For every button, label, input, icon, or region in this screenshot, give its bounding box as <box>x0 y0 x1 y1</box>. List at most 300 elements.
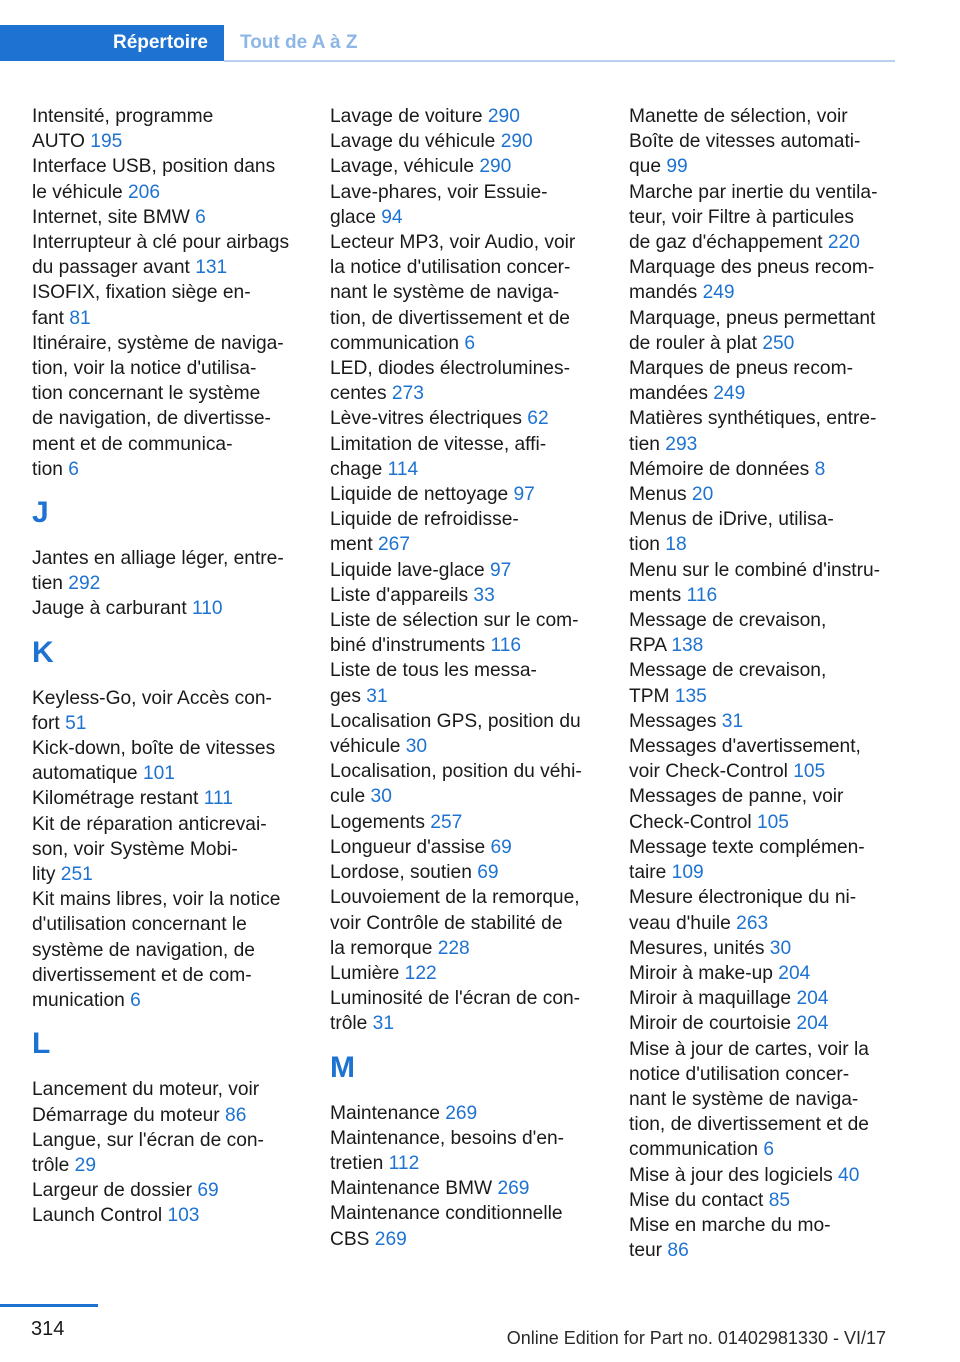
index-entry <box>32 280 304 330</box>
index-entry-text <box>330 154 602 179</box>
index-entry-text <box>32 546 304 571</box>
index-entry-text <box>629 986 897 1011</box>
index-entry-text <box>330 1126 602 1151</box>
index-entry-label: veau d'huile <box>629 912 737 934</box>
index-entry-label: Kilométrage restant <box>32 788 204 810</box>
index-entry <box>32 786 304 811</box>
index-entry-label: Louvoiement de la remorque, <box>330 887 580 909</box>
index-entry <box>32 104 304 154</box>
page-link[interactable]: 30 <box>405 736 428 758</box>
index-entry-label: communication <box>330 332 465 354</box>
page-link[interactable]: 293 <box>665 433 698 455</box>
index-entry-text <box>330 205 602 230</box>
index-entry <box>32 686 304 736</box>
page-link[interactable]: 206 <box>128 181 161 203</box>
index-entry <box>330 759 602 809</box>
index-entry-text <box>330 558 602 583</box>
index-entry-label: la notice d'utilisation concer- <box>330 257 571 279</box>
index-entry-label: chage <box>330 458 388 480</box>
index-entry <box>32 1128 304 1178</box>
section-letter: L <box>32 1027 51 1061</box>
index-entry <box>629 306 897 356</box>
index-entry <box>330 709 602 759</box>
page-link[interactable]: 33 <box>473 584 495 606</box>
index-entry-label: Menus de iDrive, utilisa- <box>629 509 834 531</box>
index-entry-text <box>629 583 897 608</box>
index-entry-text <box>330 835 602 860</box>
index-entry-label: Mise du contact <box>629 1189 769 1211</box>
index-entry-label: Mémoire de données <box>629 458 815 480</box>
page-link[interactable]: 8 <box>814 458 826 480</box>
index-entry-text <box>330 1101 602 1126</box>
page-link[interactable]: 269 <box>445 1102 478 1124</box>
index-entry-label: teur <box>629 1240 668 1262</box>
index-entry-text <box>330 255 602 280</box>
index-entry-label: de navigation, de divertisse- <box>32 408 271 430</box>
index-entry-label: teur, voir Filtre à particules <box>629 206 855 228</box>
index-entry-label: Démarrage du moteur <box>32 1104 226 1126</box>
index-entry-label: Message de crevaison, <box>629 610 827 632</box>
index-entry <box>330 1101 602 1126</box>
index-entry-text <box>629 734 897 759</box>
index-column-1 <box>32 104 304 1229</box>
index-entry-label: cule <box>330 786 371 808</box>
index-entry-label: Messages <box>629 710 722 732</box>
index-entry-label: Localisation GPS, position du <box>330 710 581 732</box>
index-entry-label: Marquage des pneus recom- <box>629 257 875 279</box>
index-entry-label: Liquide de nettoyage <box>330 484 514 506</box>
index-entry-text <box>330 104 602 129</box>
index-entry <box>629 986 897 1011</box>
index-entry-text <box>330 961 602 986</box>
index-entry-text <box>629 129 897 154</box>
index-entry <box>32 154 304 204</box>
index-entry <box>629 1188 897 1213</box>
index-entry <box>330 356 602 406</box>
index-entry-label: tien <box>629 433 666 455</box>
page-link[interactable]: 204 <box>778 962 811 984</box>
page-link[interactable]: 40 <box>838 1164 860 1186</box>
index-entry-text <box>32 432 304 457</box>
index-entry-label: Message de crevaison, <box>629 660 827 682</box>
index-entry-text <box>330 709 602 734</box>
index-entry-label: ment <box>330 534 378 556</box>
index-entry <box>629 104 897 180</box>
index-entry-label: Mise à jour de cartes, voir la <box>629 1038 869 1060</box>
index-entry-text <box>32 280 304 305</box>
index-entry-text <box>32 862 304 887</box>
index-entry-label: Launch Control <box>32 1205 168 1227</box>
index-entry <box>330 507 602 557</box>
index-entry-text <box>629 432 897 457</box>
index-entry-label: communication <box>629 1139 764 1161</box>
page-link[interactable]: 249 <box>713 383 746 405</box>
index-entry <box>32 736 304 786</box>
index-entry-text <box>32 306 304 331</box>
page-link[interactable]: 269 <box>374 1228 407 1250</box>
index-entry-text <box>32 180 304 205</box>
index-entry-label: Maintenance BMW <box>330 1178 498 1200</box>
index-entry <box>330 810 602 835</box>
index-entry-label: Messages de panne, voir <box>629 786 844 808</box>
index-entry-text <box>32 887 304 912</box>
index-entry-label: Jantes en alliage léger, entre- <box>32 548 284 570</box>
index-entry-label: divertissement et de com- <box>32 964 252 986</box>
index-entry-label: Lavage, véhicule <box>330 156 480 178</box>
page-link[interactable]: 195 <box>90 131 123 153</box>
index-entry-label: ments <box>629 584 687 606</box>
index-entry-label: Kit mains libres, voir la notice <box>32 889 281 911</box>
index-entry-text <box>629 759 897 784</box>
page-link[interactable]: 204 <box>796 988 829 1010</box>
index-entry-label: Lavage de voiture <box>330 106 488 127</box>
index-entry <box>629 1011 897 1036</box>
page-link[interactable]: 290 <box>479 156 512 178</box>
page-link[interactable]: 116 <box>686 584 718 606</box>
index-entry-label: Lumière <box>330 962 405 984</box>
index-entry <box>629 255 897 305</box>
index-entry-text <box>330 1011 602 1036</box>
index-entry <box>32 887 304 1013</box>
index-entry-text <box>629 1163 897 1188</box>
index-entry-text <box>629 381 897 406</box>
index-entry-text <box>629 1238 897 1263</box>
page-link[interactable]: 114 <box>387 458 419 480</box>
index-entry-text <box>629 104 897 129</box>
index-entry-label: Menus <box>629 484 692 506</box>
index-entry-text <box>629 331 897 356</box>
page-link[interactable]: 116 <box>490 635 522 657</box>
index-entry-label: Intensité, programme <box>32 106 214 127</box>
page-link[interactable]: 220 <box>827 232 860 254</box>
index-entry-label: Kick-down, boîte de vitesses <box>32 738 276 760</box>
index-entry-label: Itinéraire, système de naviga- <box>32 332 284 354</box>
index-entry <box>629 1163 897 1188</box>
index-entry <box>32 1178 304 1203</box>
index-entry-text <box>32 837 304 862</box>
page-link[interactable]: 267 <box>378 534 411 556</box>
index-entry-text <box>629 608 897 633</box>
index-entry-text <box>330 180 602 205</box>
page-link[interactable]: 29 <box>74 1154 97 1176</box>
index-entry <box>629 885 897 935</box>
page-link[interactable]: 263 <box>736 912 769 934</box>
index-entry-label: Largeur de dossier <box>32 1180 198 1202</box>
index-entry-text <box>330 381 602 406</box>
index-entry-label: Lecteur MP3, voir Audio, voir <box>330 232 576 254</box>
page-link[interactable]: 292 <box>68 573 101 595</box>
index-entry-label: Langue, sur l'écran de con- <box>32 1129 264 1151</box>
index-entry-text <box>629 961 897 986</box>
page-link[interactable]: 86 <box>667 1240 689 1262</box>
index-entry-label: glace <box>330 206 382 228</box>
index-column-3 <box>629 104 897 1263</box>
index-entry <box>330 406 602 431</box>
index-entry-text <box>330 633 602 658</box>
index-entry-text <box>32 963 304 988</box>
index-entry-label: fort <box>32 712 66 734</box>
index-entry-text <box>330 507 602 532</box>
index-entry-text <box>330 1176 602 1201</box>
index-entry-text <box>330 406 602 431</box>
index-entry-label: fant <box>32 307 70 329</box>
index-entry-text <box>32 230 304 255</box>
index-entry <box>32 812 304 888</box>
page-link[interactable]: 269 <box>497 1178 530 1200</box>
page-link[interactable]: 105 <box>756 811 789 833</box>
index-entry <box>629 709 897 734</box>
index-entry-label: le véhicule <box>32 181 128 203</box>
page-link[interactable]: 18 <box>665 534 687 556</box>
index-entry <box>330 129 602 154</box>
index-entry-label: biné d'instruments <box>330 635 491 657</box>
index-entry-text <box>32 571 304 596</box>
page-link[interactable]: 62 <box>527 408 549 430</box>
index-entry <box>330 482 602 507</box>
index-entry <box>629 658 897 708</box>
index-entry-text <box>629 306 897 331</box>
page-link[interactable]: 69 <box>490 836 512 858</box>
index-entry <box>330 230 602 356</box>
page-link[interactable]: 31 <box>721 710 744 732</box>
page-link[interactable]: 6 <box>68 458 79 480</box>
index-entry-label: Limitation de vitesse, affi- <box>330 433 547 455</box>
index-entry <box>629 961 897 986</box>
index-entry-text <box>32 736 304 761</box>
index-entry-label: tien <box>32 573 69 595</box>
index-entry-text <box>330 784 602 809</box>
index-entry-label: nant le système de naviga- <box>330 282 560 304</box>
index-entry-text <box>330 583 602 608</box>
index-entry-text <box>330 356 602 381</box>
tab-tout-de-a-a-z[interactable]: Tout de A à Z <box>240 32 358 53</box>
page-link[interactable]: 99 <box>666 156 688 178</box>
page-link[interactable]: 69 <box>477 862 499 884</box>
index-entry-label: système de navigation, de <box>32 939 255 961</box>
index-entry-label: Keyless-Go, voir Accès con- <box>32 687 272 709</box>
page-link[interactable]: 85 <box>768 1189 791 1211</box>
page-link[interactable]: 228 <box>437 937 470 959</box>
index-entry-text <box>32 457 304 482</box>
index-entry-label: Kit de réparation anticrevai- <box>32 813 267 835</box>
page-link[interactable]: 6 <box>130 990 141 1012</box>
index-entry-label: tretien <box>330 1152 389 1174</box>
index-entry <box>629 608 897 658</box>
page-link[interactable]: 97 <box>513 484 535 506</box>
index-entry-text <box>330 734 602 759</box>
index-entry <box>629 1213 897 1263</box>
page-link[interactable]: 109 <box>671 862 704 884</box>
index-entry-label: Longueur d'assise <box>330 836 491 858</box>
index-entry-text <box>330 658 602 683</box>
page-link[interactable]: 105 <box>793 761 826 783</box>
page-link[interactable]: 20 <box>691 484 714 506</box>
index-entry-label: Lave-phares, voir Essuie- <box>330 181 548 203</box>
index-entry-label: mandés <box>629 282 703 304</box>
index-entry-label: son, voir Système Mobi- <box>32 838 238 860</box>
index-entry-text <box>330 810 602 835</box>
index-entry-label: CBS <box>330 1228 375 1250</box>
page-link[interactable]: 249 <box>702 282 735 304</box>
index-entry-label: Liquide de refroidisse- <box>330 509 519 531</box>
index-entry-text <box>32 596 304 621</box>
index-entry-label: de rouler à plat <box>629 332 763 354</box>
index-entry <box>629 1037 897 1163</box>
index-entry-label: RPA <box>629 635 672 657</box>
index-entry-text <box>330 331 602 356</box>
page-link[interactable]: 31 <box>366 685 388 707</box>
page-link[interactable]: 69 <box>197 1180 219 1202</box>
index-entry-text <box>629 1037 897 1062</box>
page-link[interactable]: 6 <box>763 1139 775 1161</box>
index-entry-label: notice d'utilisation concer- <box>629 1063 850 1085</box>
index-entry-label: Maintenance conditionnelle <box>330 1203 563 1225</box>
index-entry <box>32 230 304 280</box>
page-link[interactable]: 273 <box>391 383 424 405</box>
page-link[interactable]: 110 <box>192 598 223 620</box>
index-entry <box>32 1203 304 1228</box>
index-entry-label: Miroir à make-up <box>629 962 779 984</box>
page-link[interactable]: 97 <box>490 559 512 581</box>
index-entry-text <box>330 129 602 154</box>
section-letter: J <box>32 496 49 530</box>
page-link[interactable]: 6 <box>464 332 476 354</box>
index-entry-text <box>330 911 602 936</box>
index-entry-label: Maintenance <box>330 1102 446 1124</box>
index-entry <box>32 596 304 621</box>
page-number: 314 <box>31 1318 65 1340</box>
index-entry-label: voir Check-Control <box>629 761 794 783</box>
index-entry-label: Mise à jour des logiciels <box>629 1164 839 1186</box>
index-entry-text <box>629 810 897 835</box>
index-entry <box>330 961 602 986</box>
index-entry-label: voir Contrôle de stabilité de <box>330 912 563 934</box>
index-entry-label: centes <box>330 383 392 405</box>
index-entry-label: lity <box>32 864 61 886</box>
index-entry-text <box>629 1137 897 1162</box>
index-entry <box>629 180 897 256</box>
page-link[interactable]: 86 <box>225 1104 247 1126</box>
index-entry-text <box>629 180 897 205</box>
page-link[interactable]: 122 <box>404 962 437 984</box>
index-entry-text <box>330 860 602 885</box>
index-entry <box>330 432 602 482</box>
index-entry-label: Lavage du véhicule <box>330 131 501 153</box>
index-entry <box>629 558 897 608</box>
index-entry-text <box>32 406 304 431</box>
page-link[interactable]: 138 <box>671 635 704 657</box>
index-entry-text <box>629 784 897 809</box>
page-link[interactable]: 31 <box>372 1013 395 1035</box>
index-entry-text <box>629 457 897 482</box>
section-letter: K <box>32 635 54 669</box>
page-link[interactable]: 131 <box>195 257 228 279</box>
index-entry <box>629 835 897 885</box>
index-entry-label: Miroir à maquillage <box>629 988 797 1010</box>
page-link[interactable]: 290 <box>500 131 533 153</box>
index-entry-label: d'utilisation concernant le <box>32 914 247 936</box>
index-entry-label: tion <box>629 534 666 556</box>
index-entry-label: Marche par inertie du ventila- <box>629 181 878 203</box>
page-link[interactable]: 290 <box>487 106 520 127</box>
index-entry <box>32 331 304 482</box>
index-entry-text <box>330 1227 602 1252</box>
index-entry-text <box>629 406 897 431</box>
index-entry-label: Liste d'appareils <box>330 584 474 606</box>
index-entry <box>629 457 897 482</box>
page-link[interactable]: 30 <box>370 786 392 808</box>
index-entry-text <box>32 205 304 230</box>
index-entry-text <box>629 205 897 230</box>
index-entry <box>330 1126 602 1176</box>
index-entry <box>629 734 897 784</box>
page-link[interactable]: 111 <box>203 788 233 810</box>
index-entry <box>330 1176 602 1201</box>
index-entry-text <box>330 482 602 507</box>
index-entry-text <box>32 912 304 937</box>
index-entry-text <box>32 812 304 837</box>
index-entry-text <box>629 709 897 734</box>
index-entry <box>330 860 602 885</box>
page-link[interactable]: 94 <box>381 206 403 228</box>
index-entry <box>330 558 602 583</box>
index-entry-text <box>629 835 897 860</box>
page-link[interactable]: 257 <box>430 811 463 833</box>
page-link[interactable]: 101 <box>142 763 175 785</box>
index-entry-label: tion <box>32 458 69 480</box>
index-entry-label: Liste de tous les messa- <box>330 660 537 682</box>
page-link[interactable]: 51 <box>65 712 87 734</box>
index-entry-text <box>32 761 304 786</box>
index-entry-text <box>330 684 602 709</box>
page-link[interactable]: 112 <box>388 1152 420 1174</box>
index-entry <box>629 356 897 406</box>
index-entry-text <box>629 1112 897 1137</box>
index-entry-label: de gaz d'échappement <box>629 232 828 254</box>
index-entry-text <box>629 482 897 507</box>
page-link[interactable]: 250 <box>762 332 795 354</box>
tab-repertoire[interactable]: Répertoire <box>0 25 224 61</box>
index-entry-text <box>32 1178 304 1203</box>
index-entry-text <box>330 306 602 331</box>
index-entry-text <box>330 457 602 482</box>
index-entry-text <box>330 280 602 305</box>
index-entry <box>330 583 602 608</box>
page-link[interactable]: 81 <box>69 307 91 329</box>
index-entry-label: trôle <box>330 1013 373 1035</box>
index-entry-label: automatique <box>32 763 143 785</box>
index-entry-label: Lordose, soutien <box>330 862 478 884</box>
page-link[interactable]: 251 <box>60 864 93 886</box>
index-entry-label: Manette de sélection, voir <box>629 106 848 127</box>
index-entry-text <box>629 658 897 683</box>
index-entry <box>629 406 897 456</box>
page-link[interactable]: 6 <box>195 206 206 228</box>
page-link[interactable]: 204 <box>796 1013 829 1035</box>
index-entry-label: ment et de communica- <box>32 433 233 455</box>
index-entry <box>330 986 602 1036</box>
index-entry-text <box>330 936 602 961</box>
page-link[interactable]: 30 <box>769 937 792 959</box>
index-entry-label: Lancement du moteur, voir <box>32 1079 260 1101</box>
page-link[interactable]: 135 <box>674 685 707 707</box>
index-entry-label: Mesures, unités <box>629 937 770 959</box>
index-entry-label: tion, de divertissement et de <box>330 307 570 329</box>
index-entry-text <box>32 129 304 154</box>
index-entry-text <box>32 786 304 811</box>
index-entry-label: Boîte de vitesses automati- <box>629 131 861 153</box>
page-link[interactable]: 103 <box>167 1205 200 1227</box>
